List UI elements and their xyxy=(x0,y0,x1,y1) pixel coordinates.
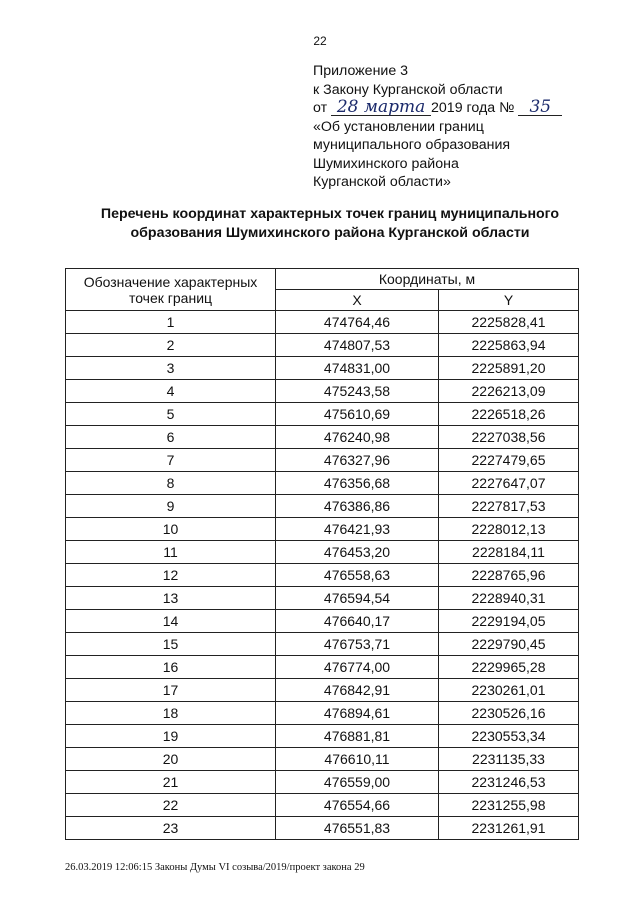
table-row xyxy=(66,449,579,472)
document-title-line-1: Перечень координат характерных точек границ муниципального xyxy=(100,206,560,222)
appendix-law-name-2: муниципального образования xyxy=(313,137,511,153)
table-row xyxy=(66,403,579,426)
point-number-cell: 6 xyxy=(66,426,276,449)
x-coordinate-cell: 476881,81 xyxy=(276,725,439,748)
table-row xyxy=(66,702,579,725)
point-number-cell: 14 xyxy=(66,610,276,633)
y-coordinate-cell: 2231135,33 xyxy=(439,748,579,771)
table-row xyxy=(66,633,579,656)
y-coordinate-cell: 2230261,01 xyxy=(439,679,579,702)
y-coordinate-cell: 2228765,96 xyxy=(439,564,579,587)
handwritten-date: 28 марта xyxy=(331,100,431,116)
table-row xyxy=(66,725,579,748)
y-coordinate-cell: 2230526,16 xyxy=(439,702,579,725)
point-number-cell: 10 xyxy=(66,518,276,541)
x-coordinate-cell: 474831,00 xyxy=(276,357,439,380)
y-coordinate-cell: 2229790,45 xyxy=(439,633,579,656)
appendix-date-line xyxy=(313,99,613,118)
y-coordinate-cell: 2231261,91 xyxy=(439,817,579,840)
x-coordinate-cell: 476386,86 xyxy=(276,495,439,518)
y-coordinate-cell: 2229965,28 xyxy=(439,656,579,679)
point-number-cell: 20 xyxy=(66,748,276,771)
point-number-cell: 21 xyxy=(66,771,276,794)
point-number-cell: 18 xyxy=(66,702,276,725)
header-point-designation: Обозначение характерных точек границ xyxy=(66,269,276,311)
appendix-title: Приложение 3 xyxy=(313,63,409,79)
y-coordinate-cell: 2226518,26 xyxy=(439,403,579,426)
x-coordinate-cell: 476356,68 xyxy=(276,472,439,495)
table-row xyxy=(66,679,579,702)
point-number-cell: 9 xyxy=(66,495,276,518)
header-y: Y xyxy=(439,290,579,311)
table-row xyxy=(66,564,579,587)
x-coordinate-cell: 476774,00 xyxy=(276,656,439,679)
table-row xyxy=(66,771,579,794)
table-body xyxy=(66,311,579,840)
x-coordinate-cell: 476640,17 xyxy=(276,610,439,633)
x-coordinate-cell: 474807,53 xyxy=(276,334,439,357)
y-coordinate-cell: 2231246,53 xyxy=(439,771,579,794)
footer-note: 26.03.2019 12:06:15 Законы Думы VI созыва/2019/проект закона 29 xyxy=(65,862,365,873)
point-number-cell: 2 xyxy=(66,334,276,357)
point-number-cell: 19 xyxy=(66,725,276,748)
y-coordinate-cell: 2225891,20 xyxy=(439,357,579,380)
table-row xyxy=(66,380,579,403)
x-coordinate-cell: 476610,11 xyxy=(276,748,439,771)
y-coordinate-cell: 2226213,09 xyxy=(439,380,579,403)
table-row xyxy=(66,817,579,840)
x-coordinate-cell: 474764,46 xyxy=(276,311,439,334)
date-suffix: 2019 года № xyxy=(431,100,515,116)
table-row xyxy=(66,357,579,380)
point-number-cell: 5 xyxy=(66,403,276,426)
x-coordinate-cell: 476559,00 xyxy=(276,771,439,794)
appendix-law-name-1: «Об установлении границ xyxy=(313,118,484,135)
x-coordinate-cell: 476327,96 xyxy=(276,449,439,472)
point-number-cell: 13 xyxy=(66,587,276,610)
table-row xyxy=(66,610,579,633)
table-row xyxy=(66,334,579,357)
x-coordinate-cell: 476421,93 xyxy=(276,518,439,541)
y-coordinate-cell: 2225863,94 xyxy=(439,334,579,357)
table-row xyxy=(66,472,579,495)
point-number-cell: 3 xyxy=(66,357,276,380)
point-number-cell: 17 xyxy=(66,679,276,702)
x-coordinate-cell: 475610,69 xyxy=(276,403,439,426)
point-number-cell: 1 xyxy=(66,311,276,334)
table-row xyxy=(66,495,579,518)
document-title-line-2: образования Шумихинского района Курганской области xyxy=(130,225,530,241)
table-row xyxy=(66,518,579,541)
table-row xyxy=(66,541,579,564)
table-row xyxy=(66,748,579,771)
point-number-cell: 8 xyxy=(66,472,276,495)
y-coordinate-cell: 2225828,41 xyxy=(439,311,579,334)
y-coordinate-cell: 2228940,31 xyxy=(439,587,579,610)
y-coordinate-cell: 2229194,05 xyxy=(439,610,579,633)
appendix-block xyxy=(313,62,613,192)
handwritten-law-number: 35 xyxy=(518,100,562,116)
point-number-cell: 7 xyxy=(66,449,276,472)
x-coordinate-cell: 476753,71 xyxy=(276,633,439,656)
table-row xyxy=(66,656,579,679)
appendix-law-name-4: Курганской области» xyxy=(313,174,451,190)
point-number-cell: 15 xyxy=(66,633,276,656)
point-number-cell: 23 xyxy=(66,817,276,840)
coordinates-table xyxy=(65,268,579,840)
x-coordinate-cell: 476594,54 xyxy=(276,587,439,610)
page-number: 22 xyxy=(313,34,327,48)
table-row xyxy=(66,587,579,610)
table-row xyxy=(66,426,579,449)
table-row xyxy=(66,311,579,334)
x-coordinate-cell: 476240,98 xyxy=(276,426,439,449)
y-coordinate-cell: 2227647,07 xyxy=(439,472,579,495)
x-coordinate-cell: 475243,58 xyxy=(276,380,439,403)
point-number-cell: 4 xyxy=(66,380,276,403)
point-number-cell: 22 xyxy=(66,794,276,817)
y-coordinate-cell: 2227038,56 xyxy=(439,426,579,449)
x-coordinate-cell: 476842,91 xyxy=(276,679,439,702)
appendix-law-reference: к Закону Курганской области xyxy=(313,81,503,98)
y-coordinate-cell: 2231255,98 xyxy=(439,794,579,817)
point-number-cell: 12 xyxy=(66,564,276,587)
y-coordinate-cell: 2227479,65 xyxy=(439,449,579,472)
y-coordinate-cell: 2228184,11 xyxy=(439,541,579,564)
table-row xyxy=(66,794,579,817)
y-coordinate-cell: 2228012,13 xyxy=(439,518,579,541)
point-number-cell: 11 xyxy=(66,541,276,564)
appendix-law-name-3: Шумихинского района xyxy=(313,155,459,172)
document-title xyxy=(60,205,600,243)
x-coordinate-cell: 476551,83 xyxy=(276,817,439,840)
x-coordinate-cell: 476453,20 xyxy=(276,541,439,564)
y-coordinate-cell: 2230553,34 xyxy=(439,725,579,748)
point-number-cell: 16 xyxy=(66,656,276,679)
x-coordinate-cell: 476894,61 xyxy=(276,702,439,725)
date-prefix: от xyxy=(313,100,328,116)
y-coordinate-cell: 2227817,53 xyxy=(439,495,579,518)
header-x: X xyxy=(276,290,439,311)
header-coordinates: Координаты, м xyxy=(276,269,579,290)
x-coordinate-cell: 476554,66 xyxy=(276,794,439,817)
x-coordinate-cell: 476558,63 xyxy=(276,564,439,587)
